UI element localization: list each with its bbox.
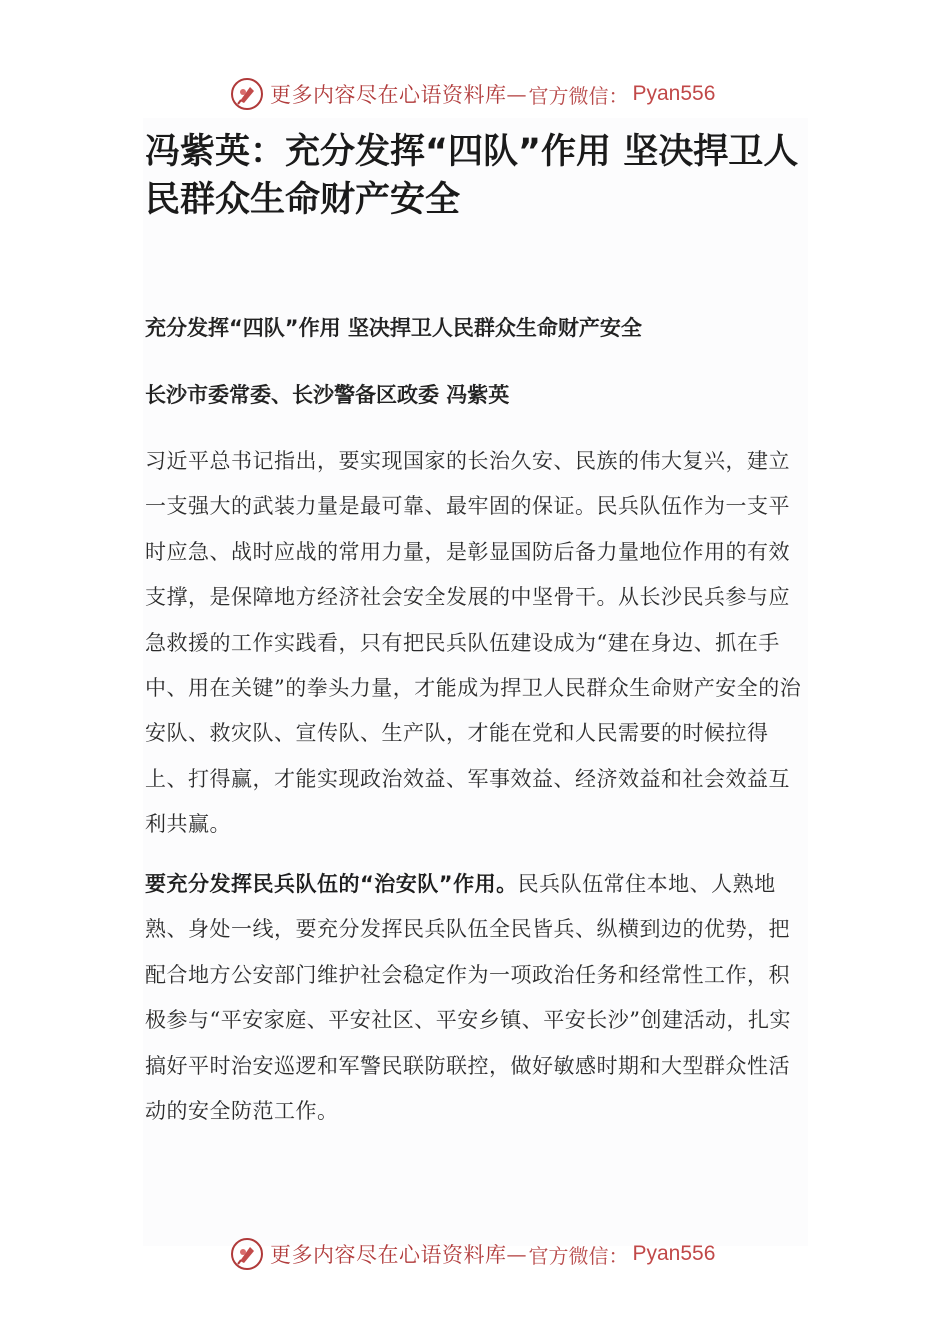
header-banner[interactable] (230, 70, 715, 118)
paragraph-2-body: 民兵队伍常住本地、人熟地熟、身处一线，要充分发挥民兵队伍全民皆兵、纵横到边的优势，把配合地方公安部门维护社会稳定作为一项政治任务和经常性工作，积极参与“平安家庭、平安社区、平安乡镇、平安长沙”创建活动，扎实搞好平时治安巡逻和军警民联防联控，做好敏感时期和大型群众性活动的安全防范工作。 (145, 872, 791, 1124)
banner-separator: — (506, 1242, 527, 1266)
banner-wechat-label: 官方微信： (528, 1243, 629, 1268)
article-title: 冯紫英：充分发挥“四队”作用 坚决捍卫人民群众生命财产安全 (145, 132, 799, 220)
banner-separator: — (506, 82, 527, 106)
footer-banner[interactable] (230, 1230, 715, 1278)
paragraph-2-lead: 要充分发挥民兵队伍的“治安队”作用。 (145, 872, 518, 896)
pen-nib-logo-icon (230, 77, 264, 111)
banner-wechat-id: Pyan556 (632, 1242, 716, 1265)
article-byline: 长沙市委常委、长沙警备区政委 冯紫英 (145, 383, 510, 407)
pen-nib-logo-icon (230, 1237, 264, 1271)
banner-wechat-id: Pyan556 (632, 82, 716, 105)
banner-text: 更多内容尽在心语资料库 (270, 83, 507, 107)
banner-text: 更多内容尽在心语资料库 (270, 1243, 507, 1267)
banner-wechat-label: 官方微信： (528, 83, 629, 108)
paragraph-2 (145, 862, 807, 1134)
article-subtitle: 充分发挥“四队”作用 坚决捍卫人民群众生命财产安全 (145, 316, 642, 340)
paragraph-1: 习近平总书记指出，要实现国家的长治久安、民族的伟大复兴，建立一支强大的武装力量是最可靠、最牢固的保证。民兵队伍作为一支平时应急、战时应战的常用力量，是彰显国防后备力量地位作用的有效支撑，是保障地方经济社会安全发展的中坚骨干。从长沙民兵参与应急救援的工作实践看，只有把民兵队伍建设成为“建在身边、抓在手中、用在关键”的拳头力量，才能成为捍卫人民群众生命财产安全的治安队、救灾队、宣传队、生产队，才能在党和人民需要的时候拉得上、打得赢，才能实现政治效益、军事效益、经济效益和社会效益互利共赢。 (145, 449, 802, 837)
